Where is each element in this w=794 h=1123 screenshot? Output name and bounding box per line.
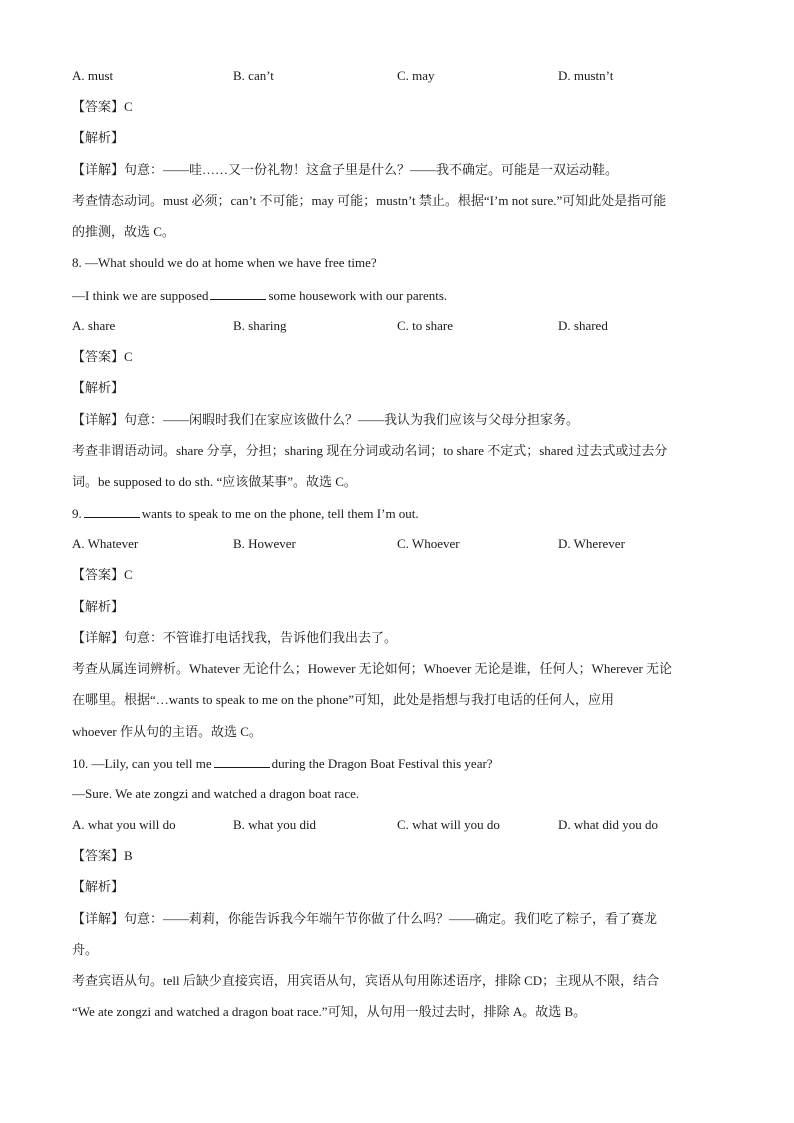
- q9-detail: 【详解】句意：不管谁打电话找我，告诉他们我出去了。: [72, 630, 398, 645]
- q9-explain-line2: 在哪里。根据“…wants to speak to me on the phone”可知，此处是指想与我打电话的任何人，应用: [72, 692, 614, 707]
- q8-option-d: D. shared: [558, 318, 608, 333]
- q10-blank: [214, 755, 270, 768]
- q8-stem-line1: 8. —What should we do at home when we have free time?: [72, 255, 377, 270]
- q9-answer: 【答案】C: [72, 567, 133, 582]
- q8-analysis-heading: 【解析】: [72, 380, 125, 395]
- q8-option-c: C. to share: [397, 318, 453, 333]
- q9-analysis-heading: 【解析】: [72, 599, 125, 614]
- q10-stem-after-blank: during the Dragon Boat Festival this year?: [271, 756, 493, 771]
- q9-blank: [84, 505, 140, 518]
- q7-option-d: D. mustn’t: [558, 68, 614, 83]
- q9-option-b: B. However: [233, 536, 296, 551]
- q10-option-a: A. what you will do: [72, 817, 176, 832]
- q8-answer: 【答案】C: [72, 349, 133, 364]
- q8-stem-line2: [72, 287, 722, 304]
- q7-answer: 【答案】C: [72, 99, 133, 114]
- q7-option-b: B. can’t: [233, 68, 274, 83]
- q10-stem-line1: [72, 755, 722, 772]
- q10-detail-line2: 舟。: [72, 942, 99, 957]
- q9-option-a: A. Whatever: [72, 536, 139, 551]
- q9-explain-line3: whoever 作从句的主语。故选 C。: [72, 724, 262, 739]
- q10-answer: 【答案】B: [72, 848, 133, 863]
- q9-stem-number: 9.: [72, 506, 82, 521]
- q10-explain-line2: “We ate zongzi and watched a dragon boat race.”可知，从句用一般过去时，排除 A。故选 B。: [72, 1004, 587, 1019]
- q10-stem-before-blank: 10. —Lily, can you tell me: [72, 756, 212, 771]
- q10-analysis-heading: 【解析】: [72, 879, 125, 894]
- q8-option-a: A. share: [72, 318, 116, 333]
- q9-option-c: C. Whoever: [397, 536, 460, 551]
- q8-stem-before-blank: —I think we are supposed: [72, 288, 209, 303]
- q10-option-b: B. what you did: [233, 817, 317, 832]
- q8-option-b: B. sharing: [233, 318, 287, 333]
- q10-option-d: D. what did you do: [558, 817, 659, 832]
- q9-stem: [72, 505, 722, 522]
- q9-explain-line1: 考查从属连词辨析。Whatever 无论什么；However 无论如何；Whoever 无论是谁，任何人；Wherever 无论: [72, 661, 673, 676]
- q10-option-c: C. what will you do: [397, 817, 500, 832]
- q7-detail: 【详解】句意：——哇……又一份礼物！这盒子里是什么？——我不确定。可能是一双运动鞋。: [72, 162, 619, 177]
- q8-stem-after-blank: some housework with our parents.: [268, 288, 448, 303]
- q7-analysis-heading: 【解析】: [72, 130, 125, 145]
- q9-stem-after-blank: wants to speak to me on the phone, tell them I’m out.: [141, 506, 419, 521]
- q10-stem-line2: —Sure. We ate zongzi and watched a dragon boat race.: [72, 786, 360, 801]
- q8-explain-line2: 词。be supposed to do sth. “应该做某事”。故选 C。: [72, 474, 357, 489]
- q8-blank: [210, 287, 266, 300]
- q7-option-a: A. must: [72, 68, 114, 83]
- q8-explain-line1: 考查非谓语动词。share 分享，分担；sharing 现在分词或动名词；to share 不定式；shared 过去式或过去分: [72, 443, 668, 458]
- q8-detail: 【详解】句意：——闲暇时我们在家应该做什么？——我认为我们应该与父母分担家务。: [72, 412, 580, 427]
- q7-explain-line1: 考查情态动词。must 必须；can’t 不可能；may 可能；mustn’t 禁止。根据“I’m not sure.”可知此处是指可能: [72, 193, 667, 208]
- q10-detail-line1: 【详解】句意：——莉莉，你能告诉我今年端午节你做了什么吗？——确定。我们吃了粽子，看了赛龙: [72, 911, 658, 926]
- q7-option-c: C. may: [397, 68, 435, 83]
- q7-explain-line2: 的推测，故选 C。: [72, 224, 175, 239]
- q9-option-d: D. Wherever: [558, 536, 625, 551]
- q10-explain-line1: 考查宾语从句。tell 后缺少直接宾语，用宾语从句，宾语从句用陈述语序，排除 CD；主现从不限，结合: [72, 973, 660, 988]
